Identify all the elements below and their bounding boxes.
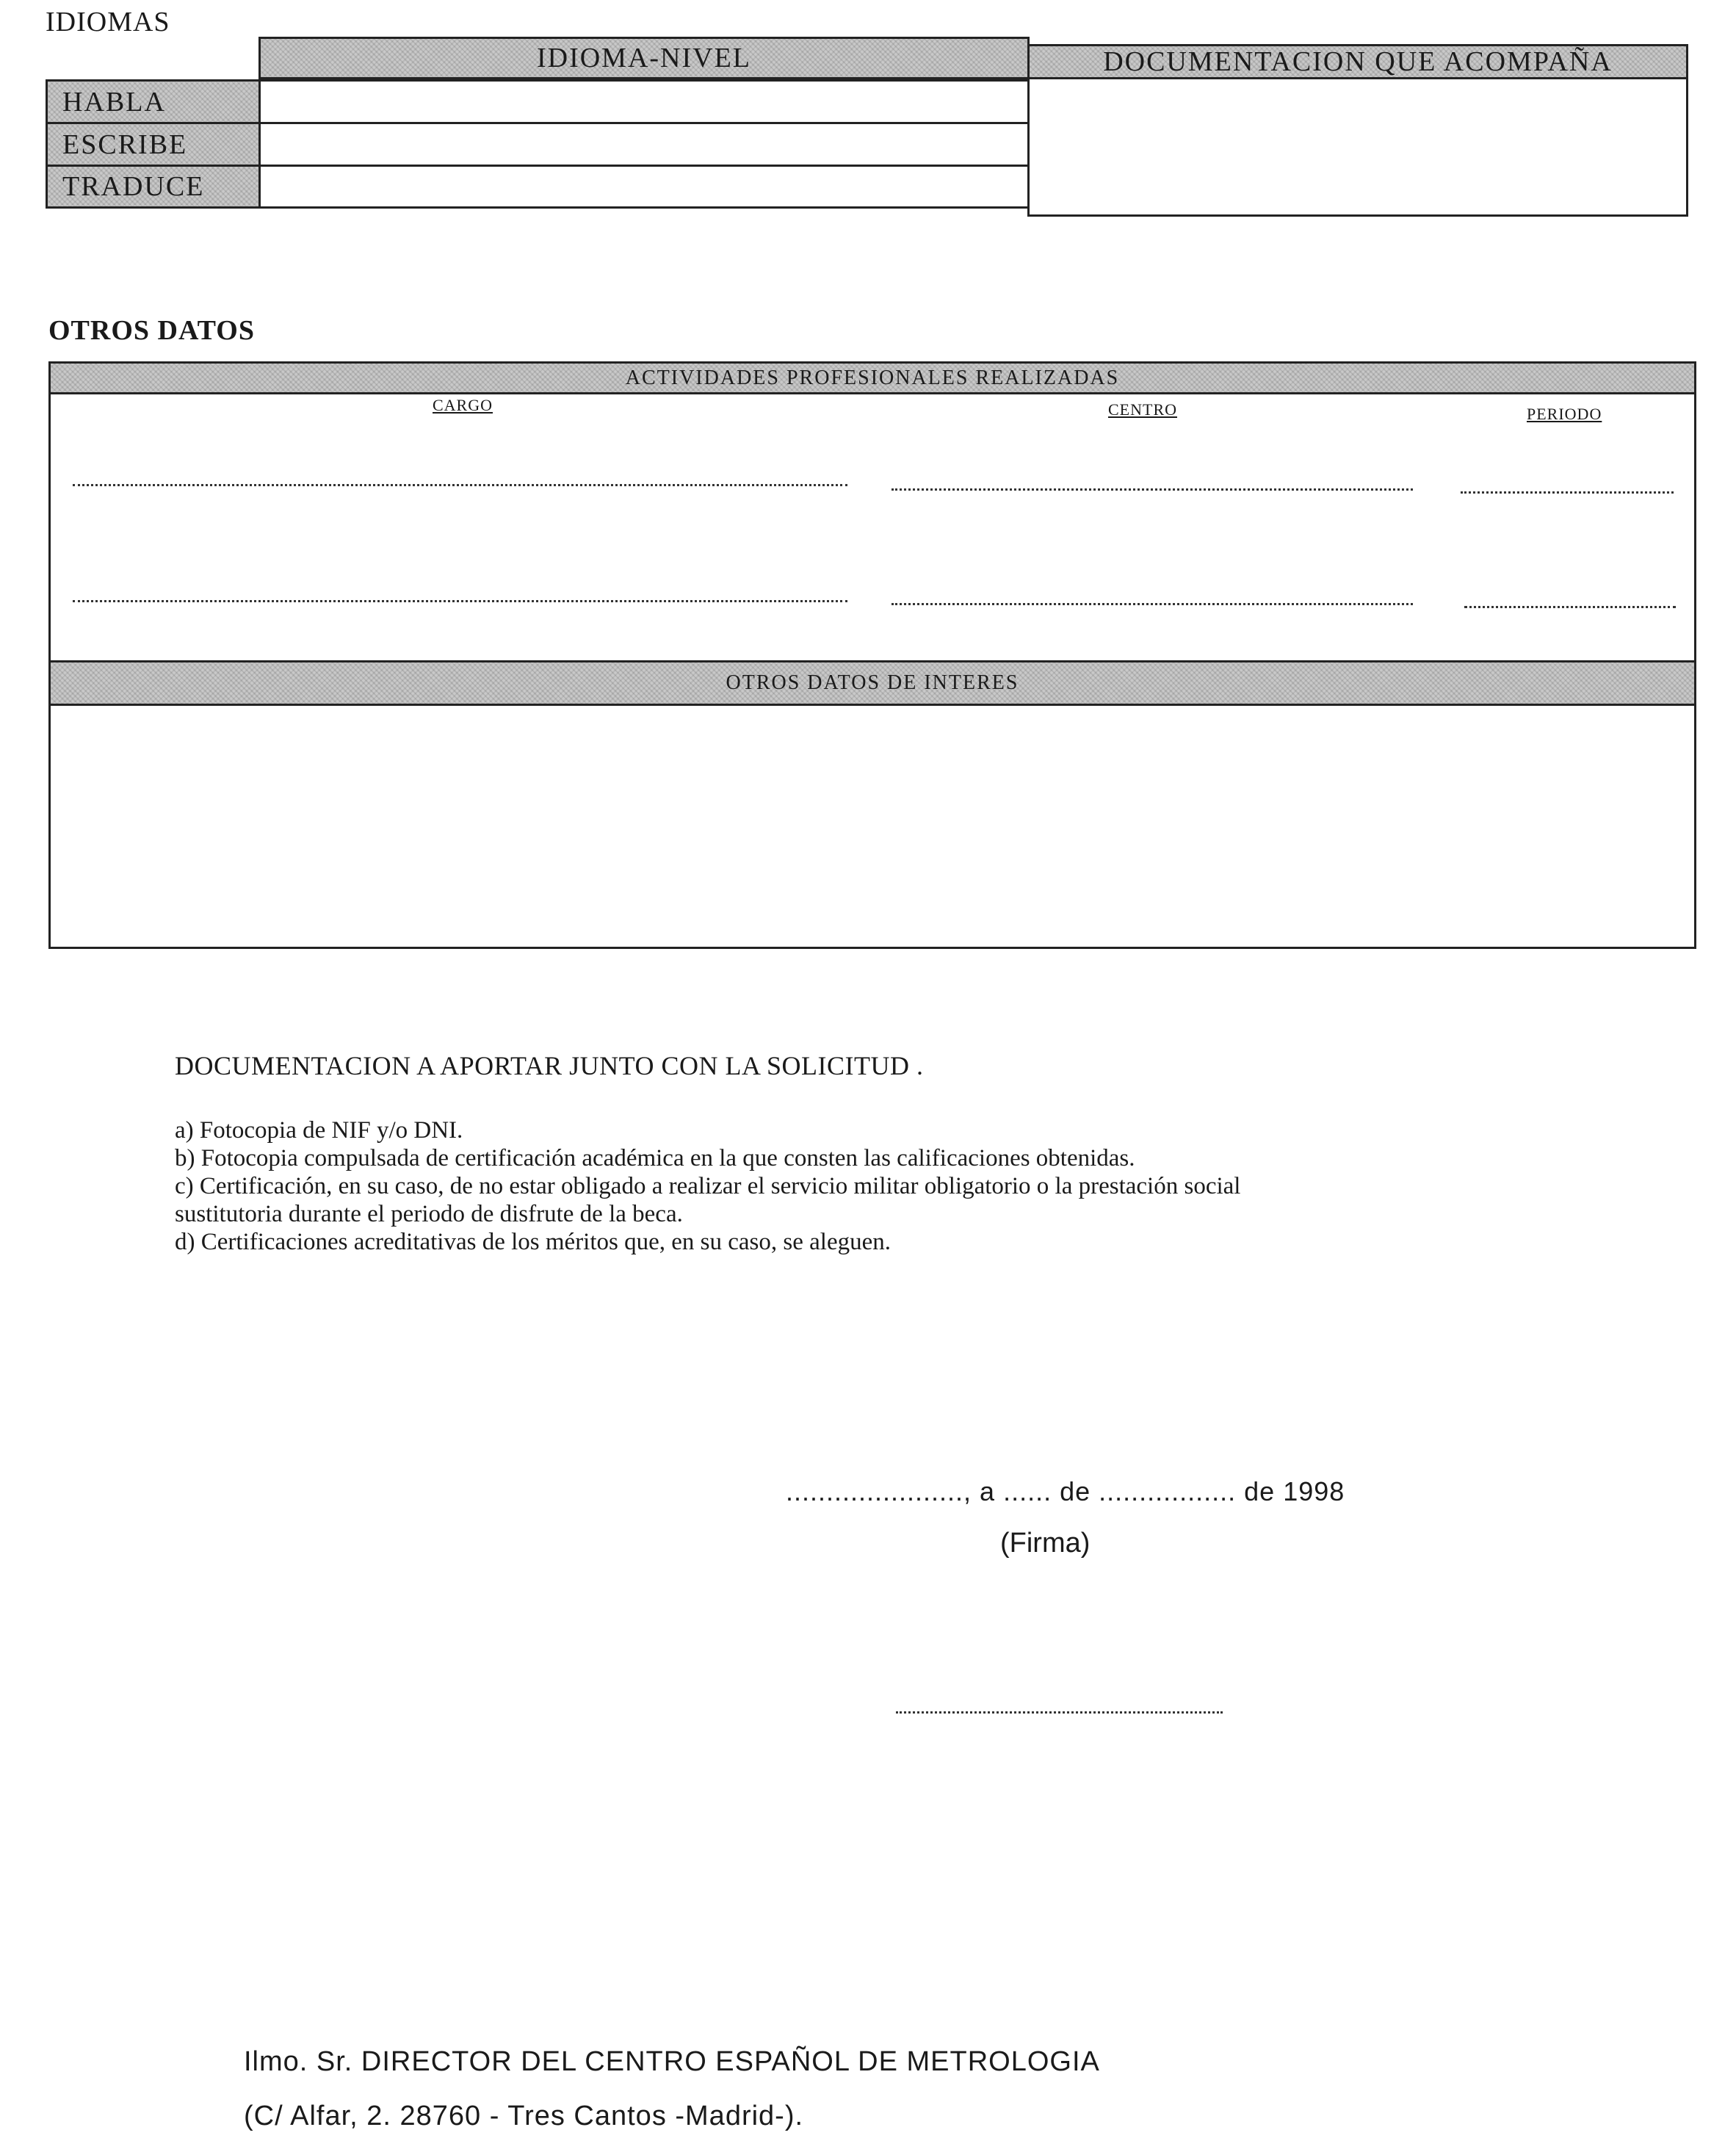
firma-label: (Firma) — [1000, 1528, 1091, 1559]
doc-item-b: b) Fotocopia compulsada de certificación académica en la que consten las calificaciones obtenidas. — [175, 1145, 1135, 1171]
signature-line[interactable] — [896, 1711, 1223, 1714]
otros-interes-field[interactable] — [51, 706, 1694, 947]
idioma-nivel-header: IDIOMA-NIVEL — [258, 37, 1030, 79]
habla-field[interactable] — [258, 79, 1030, 124]
date-line[interactable]: ......................, a ...... de ................. de 1998 — [786, 1476, 1345, 1506]
periodo-line-1[interactable] — [1461, 491, 1674, 494]
idiomas-table — [46, 37, 1690, 220]
periodo-line-2[interactable] — [1464, 606, 1676, 608]
documentacion-acompana-header: DOCUMENTACION QUE ACOMPAÑA — [1027, 44, 1688, 79]
periodo-label: PERIODO — [1527, 405, 1602, 423]
otros-interes-header: OTROS DATOS DE INTERES — [51, 660, 1694, 706]
documentacion-list — [175, 1116, 1497, 1256]
row-label-escribe: ESCRIBE — [46, 122, 261, 167]
cargo-line-2[interactable] — [73, 600, 847, 602]
centro-line-2[interactable] — [891, 603, 1413, 605]
doc-item-d: d) Certificaciones acreditativas de los méritos que, en su caso, se aleguen. — [175, 1229, 891, 1255]
destinatario-line2: (C/ Alfar, 2. 28760 - Tres Cantos -Madrid-). — [244, 2101, 804, 2131]
centro-line-1[interactable] — [891, 488, 1413, 491]
doc-item-c-cont: sustitutoria durante el periodo de disfrute de la beca. — [175, 1201, 683, 1227]
idiomas-title: IDIOMAS — [46, 7, 170, 37]
doc-item-a: a) Fotocopia de NIF y/o DNI. — [175, 1117, 463, 1144]
cargo-line-1[interactable] — [73, 484, 847, 486]
documentacion-title: DOCUMENTACION A APORTAR JUNTO CON LA SOLICITUD . — [175, 1051, 924, 1080]
row-label-habla: HABLA — [46, 79, 261, 124]
cargo-label: CARGO — [433, 396, 493, 414]
centro-label: CENTRO — [1108, 400, 1177, 419]
otros-datos-title: OTROS DATOS — [48, 315, 255, 346]
destinatario-line1: Ilmo. Sr. DIRECTOR DEL CENTRO ESPAÑOL DE METROLOGIA — [244, 2046, 1100, 2077]
row-label-traduce: TRADUCE — [46, 165, 261, 209]
actividades-header: ACTIVIDADES PROFESIONALES REALIZADAS — [51, 364, 1694, 394]
doc-item-c: c) Certificación, en su caso, de no estar obligado a realizar el servicio militar obligatorio o la prestación social — [175, 1173, 1241, 1199]
traduce-field[interactable] — [258, 165, 1030, 209]
escribe-field[interactable] — [258, 122, 1030, 167]
otros-datos-frame — [48, 361, 1696, 949]
documentacion-acompana-field[interactable] — [1027, 77, 1688, 217]
